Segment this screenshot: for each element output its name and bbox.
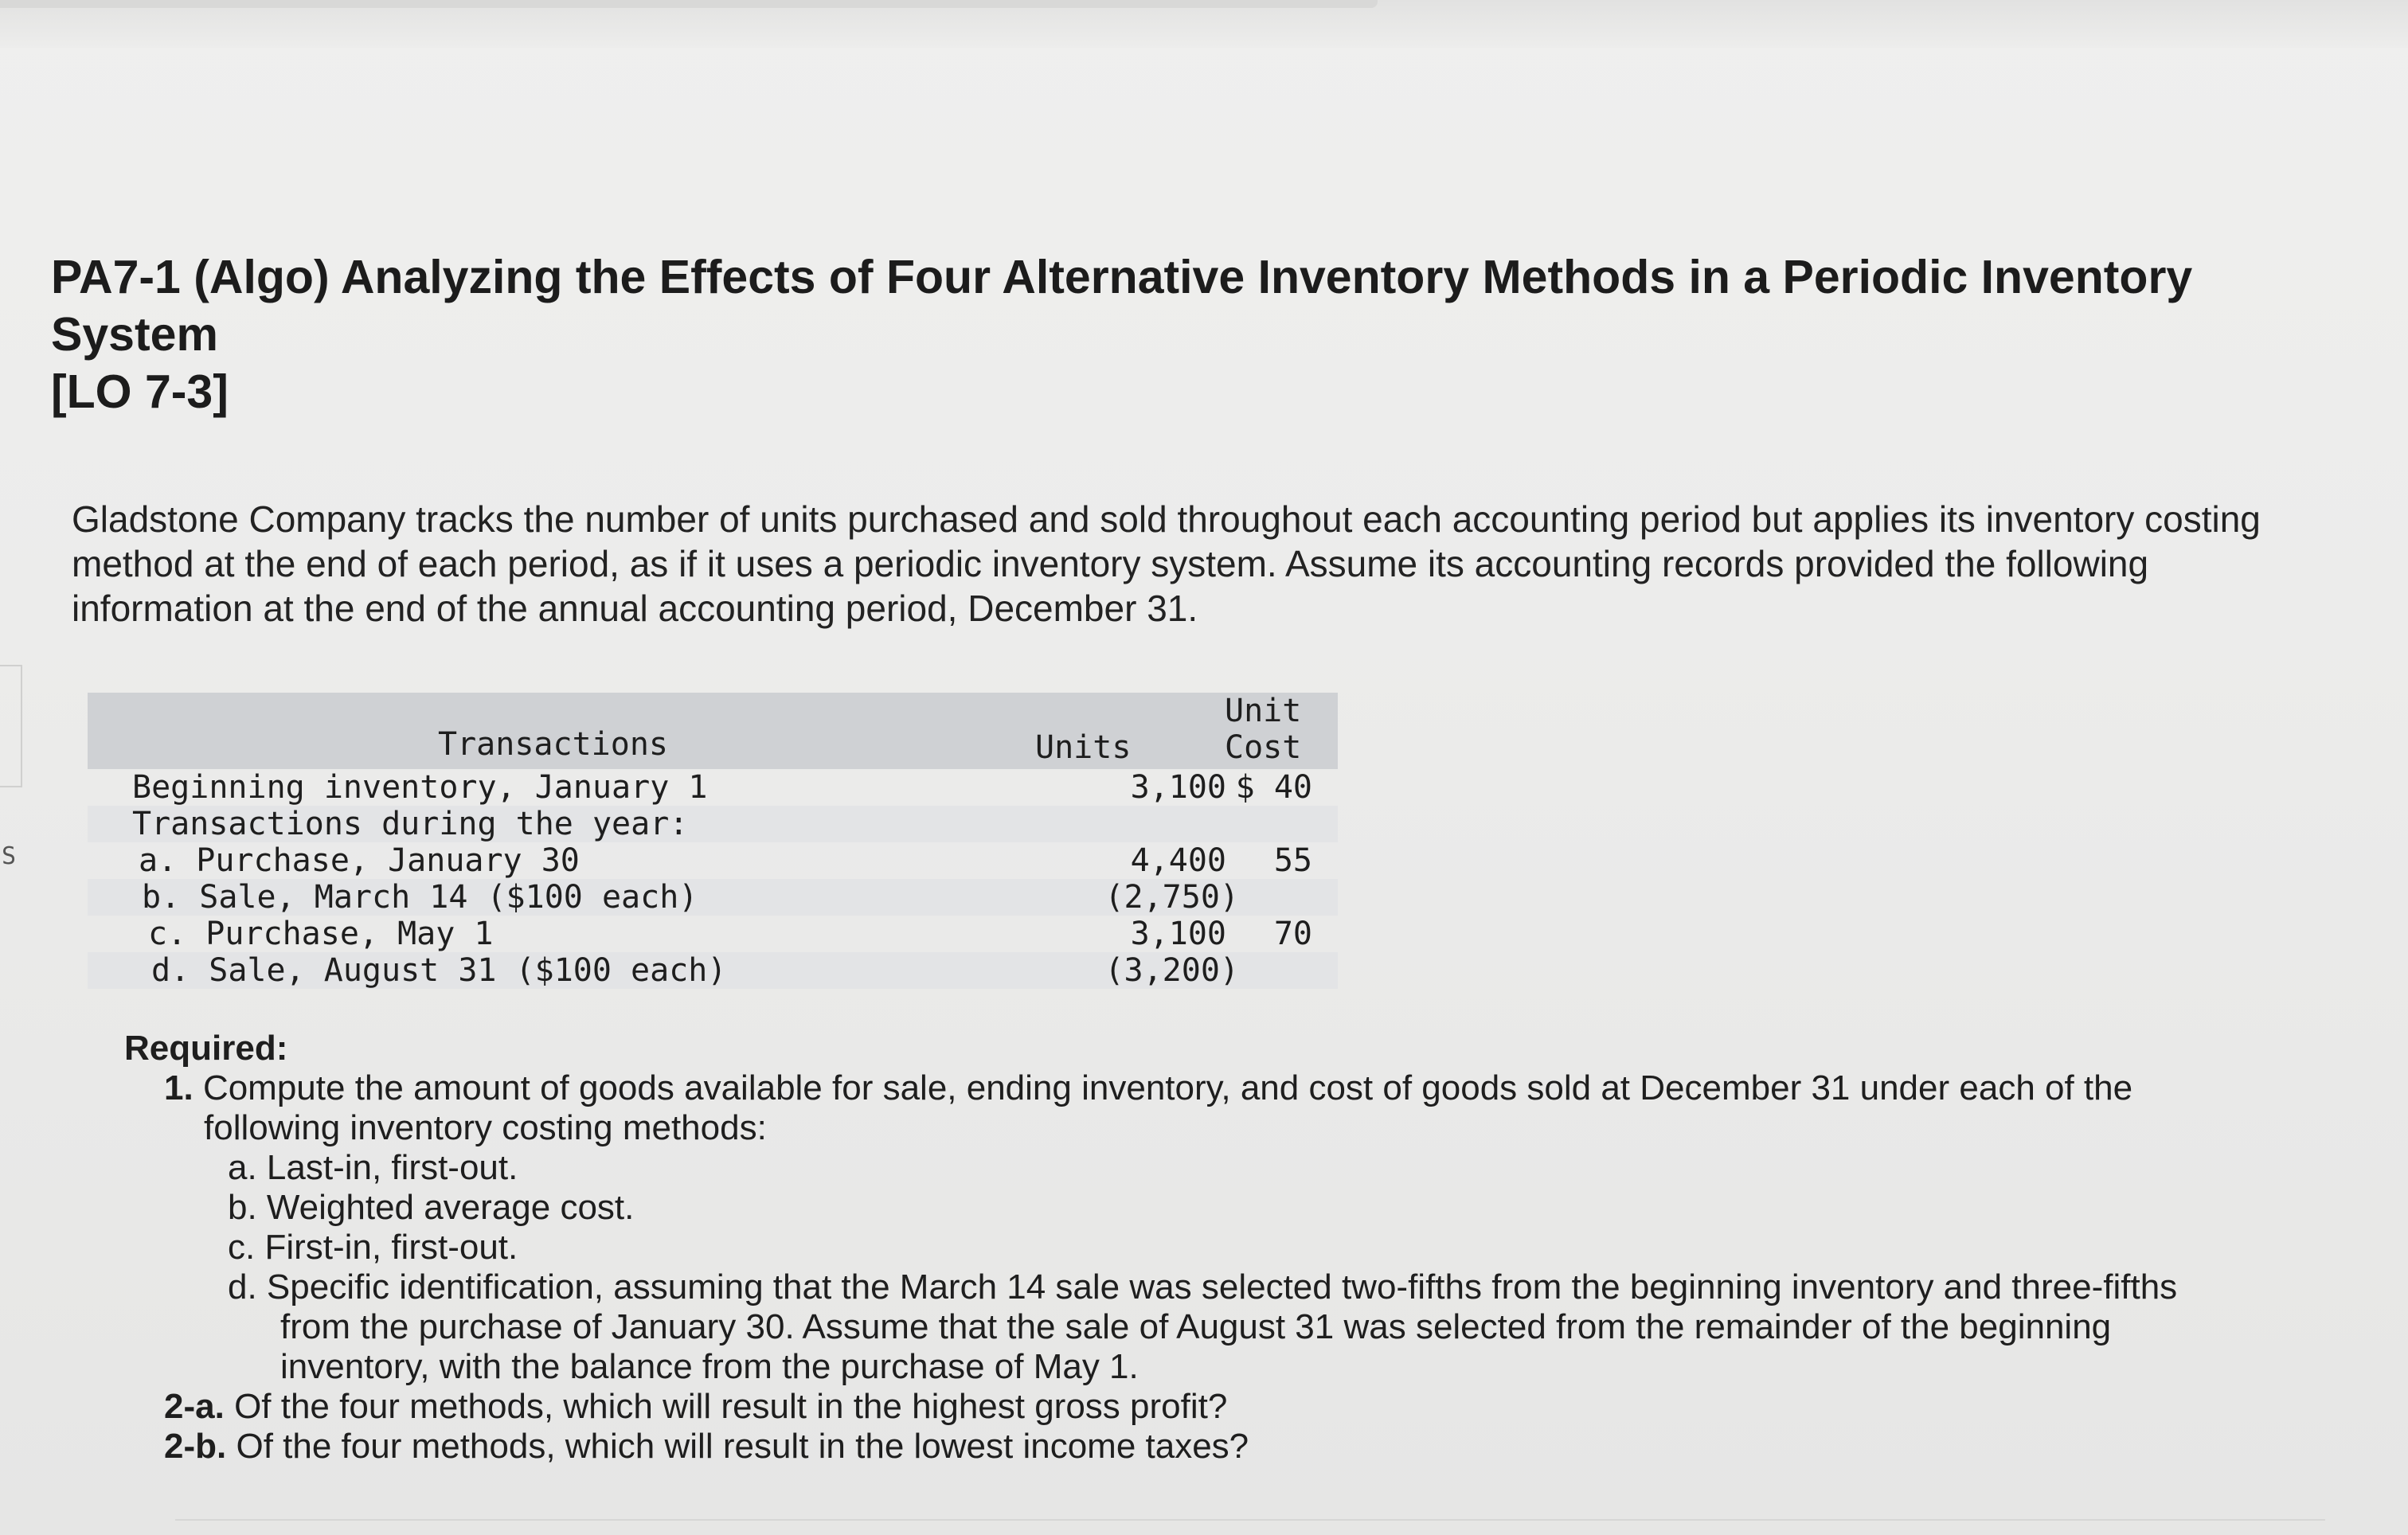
table-header-band bbox=[88, 693, 1338, 769]
row-label: d. Sale, August 31 ($100 each) bbox=[151, 952, 727, 989]
question-1-line2: following inventory costing methods: bbox=[204, 1108, 767, 1147]
left-edge-glyph: S bbox=[2, 842, 17, 870]
question-1-line1 bbox=[124, 1068, 2354, 1108]
row-units: 4,400 bbox=[1130, 842, 1226, 879]
question-2b-text: Of the four methods, which will result in the lowest income taxes? bbox=[236, 1427, 1249, 1466]
question-2a-text: Of the four methods, which will result in the highest gross profit? bbox=[234, 1387, 1228, 1426]
question-1a: a. Last-in, first-out. bbox=[228, 1148, 518, 1187]
question-2a bbox=[124, 1387, 2354, 1427]
browser-tab-edge bbox=[0, 0, 1378, 8]
question-2a-number: 2-a. bbox=[164, 1387, 225, 1426]
question-2b bbox=[124, 1427, 2354, 1467]
problem-title-line1: PA7-1 (Algo) Analyzing the Effects of Four Alternative Inventory Methods in a Periodic Inventory System bbox=[51, 251, 2193, 361]
row-units: (3,200) bbox=[1104, 952, 1239, 989]
row-cost: $ 40 bbox=[1235, 769, 1312, 806]
bottom-divider bbox=[175, 1519, 2325, 1521]
row-label: c. Purchase, May 1 bbox=[148, 916, 494, 952]
question-1-number: 1. bbox=[164, 1068, 194, 1107]
header-unit-cost-line1: Unit bbox=[1225, 693, 1302, 729]
header-transactions: Transactions bbox=[438, 726, 668, 763]
required-heading: Required: bbox=[124, 1029, 288, 1068]
question-1d-line3: inventory, with the balance from the purchase of May 1. bbox=[280, 1347, 1139, 1386]
transactions-table bbox=[88, 693, 1338, 994]
problem-title-line2: [LO 7-3] bbox=[51, 365, 229, 418]
row-cost: 70 bbox=[1273, 916, 1312, 952]
row-label: Transactions during the year: bbox=[132, 806, 689, 842]
question-2b-number: 2-b. bbox=[164, 1427, 227, 1466]
row-units: 3,100 bbox=[1130, 916, 1226, 952]
left-panel-edge bbox=[0, 665, 22, 787]
question-1d-line1: d. Specific identification, assuming that the March 14 sale was selected two-fifths from the beginning inventory and three-fifths bbox=[228, 1267, 2178, 1307]
row-units: 3,100 bbox=[1130, 769, 1226, 806]
row-label: a. Purchase, January 30 bbox=[139, 842, 580, 879]
question-1b: b. Weighted average cost. bbox=[228, 1188, 635, 1227]
question-1-text: Compute the amount of goods available for sale, ending inventory, and cost of goods sold at December 31 under each of the bbox=[202, 1068, 2133, 1107]
problem-intro: Gladstone Company tracks the number of units purchased and sold throughout each accounting period but applies its inventory costing method at the end of each period, as if it uses a periodic inventory system. Assume its accounting records provided the following information at the end of the annual accounting period, December 31. bbox=[72, 498, 2261, 629]
row-label: b. Sale, March 14 ($100 each) bbox=[142, 879, 698, 916]
required-section bbox=[124, 1029, 2354, 1467]
problem-title bbox=[51, 248, 2360, 420]
row-units: (2,750) bbox=[1104, 879, 1239, 916]
header-units: Units bbox=[1035, 729, 1132, 766]
question-1c: c. First-in, first-out. bbox=[228, 1228, 518, 1267]
question-1d-line2: from the purchase of January 30. Assume that the sale of August 31 was selected from the remainder of the beginning bbox=[280, 1307, 2112, 1346]
header-unit-cost-line2: Cost bbox=[1225, 729, 1302, 766]
row-label: Beginning inventory, January 1 bbox=[132, 769, 708, 806]
row-cost: 55 bbox=[1273, 842, 1312, 879]
